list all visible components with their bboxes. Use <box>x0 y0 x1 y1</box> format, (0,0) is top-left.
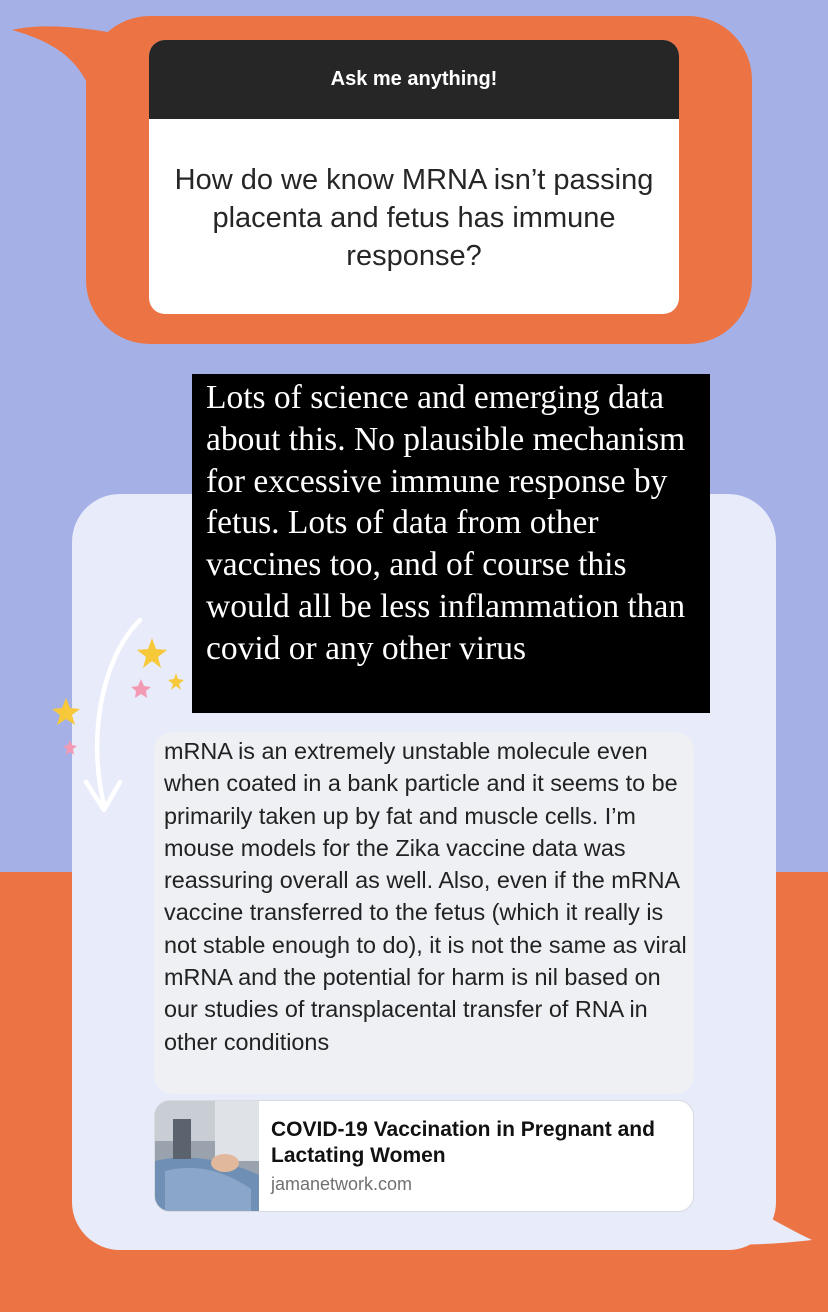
reply-message-text: mRNA is an extremely unstable molecule even when coated in a bank particle and it seems to be primarily taken up by fat and muscle cells. I’m mouse models for the Zika vaccine data was reassuring overall as well. Also, even if the mRNA vaccine transferred to the fetus (which it really is not stable enough to do), it is not the same as viral mRNA and the potential for harm is nil based on our studies of transplacental transfer of RNA in other conditions <box>164 738 687 1055</box>
link-domain: jamanetwork.com <box>271 1174 413 1194</box>
link-preview-card[interactable] <box>154 1100 694 1212</box>
link-title: COVID-19 Vaccination in Pregnant and Lactating Women <box>271 1118 655 1167</box>
answer-text: Lots of science and emerging data about this. No plausible mechanism for excessive immune response by fetus. Lots of data from other vaccines too, and of course this would all be less inflammation than covid or any other virus <box>192 374 710 713</box>
curved-arrow-icon <box>86 620 140 810</box>
question-text: How do we know MRNA isn’t passing placenta and fetus has immune response? <box>174 164 654 272</box>
question-header: Ask me anything! <box>149 40 679 119</box>
pink-star-icon <box>63 679 151 755</box>
link-thumbnail-image <box>155 1101 259 1212</box>
